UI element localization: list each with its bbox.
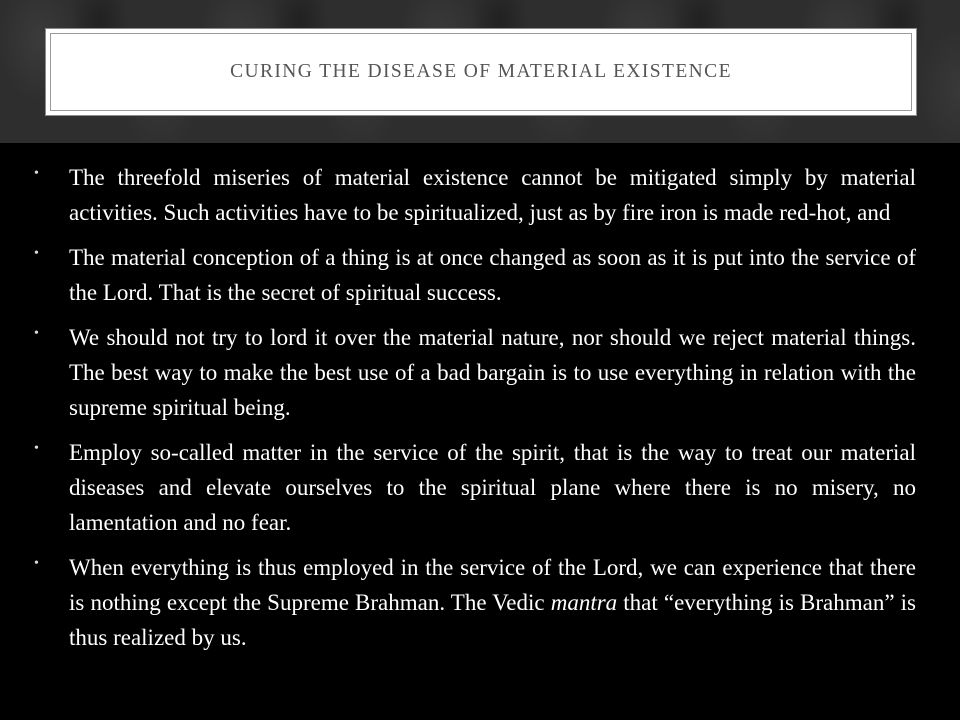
bullet-icon: • — [34, 326, 39, 341]
bullet-item — [34, 435, 916, 540]
bullet-icon: • — [34, 246, 39, 261]
slide-title: CURING THE DISEASE OF MATERIAL EXISTENCE — [230, 61, 732, 82]
bullet-text-part: that “everything is Brahman” is thus realized by us. — [69, 590, 916, 650]
title-box — [45, 28, 917, 116]
bullet-icon: • — [34, 556, 39, 571]
bullet-text: The material conception of a thing is at once changed as soon as it is put into the service of the Lord. That is the secret of spiritual success. — [69, 245, 916, 305]
header-band — [0, 0, 960, 143]
bullet-text-italic: mantra — [550, 590, 618, 615]
bullet-item — [34, 240, 916, 310]
title-box-inner-border — [50, 33, 912, 111]
bullet-icon: • — [34, 441, 39, 456]
bullet-text: We should not try to lord it over the material nature, nor should we reject material things. The best way to make the best use of a bad bargain is to use everything in relation with the supreme spiritual being. — [69, 325, 916, 420]
bullet-list — [34, 160, 916, 665]
bullet-item — [34, 160, 916, 230]
bullet-text-part: When everything is thus employed in the service of the Lord, we can experience that there is nothing except the Supreme Brahman. The Vedic — [69, 555, 916, 615]
bullet-text: The threefold miseries of material existence cannot be mitigated simply by material activities. Such activities have to be spiritualized, just as by fire iron is made red-hot, and — [69, 165, 916, 225]
bullet-item — [34, 550, 916, 655]
bullet-item — [34, 320, 916, 425]
bullet-text: Employ so-called matter in the service of the spirit, that is the way to treat our material diseases and elevate ourselves to the spiritual plane where there is no misery, no lamentation and no fear. — [69, 440, 916, 535]
bullet-text — [69, 555, 916, 650]
bullet-icon: • — [34, 166, 39, 181]
